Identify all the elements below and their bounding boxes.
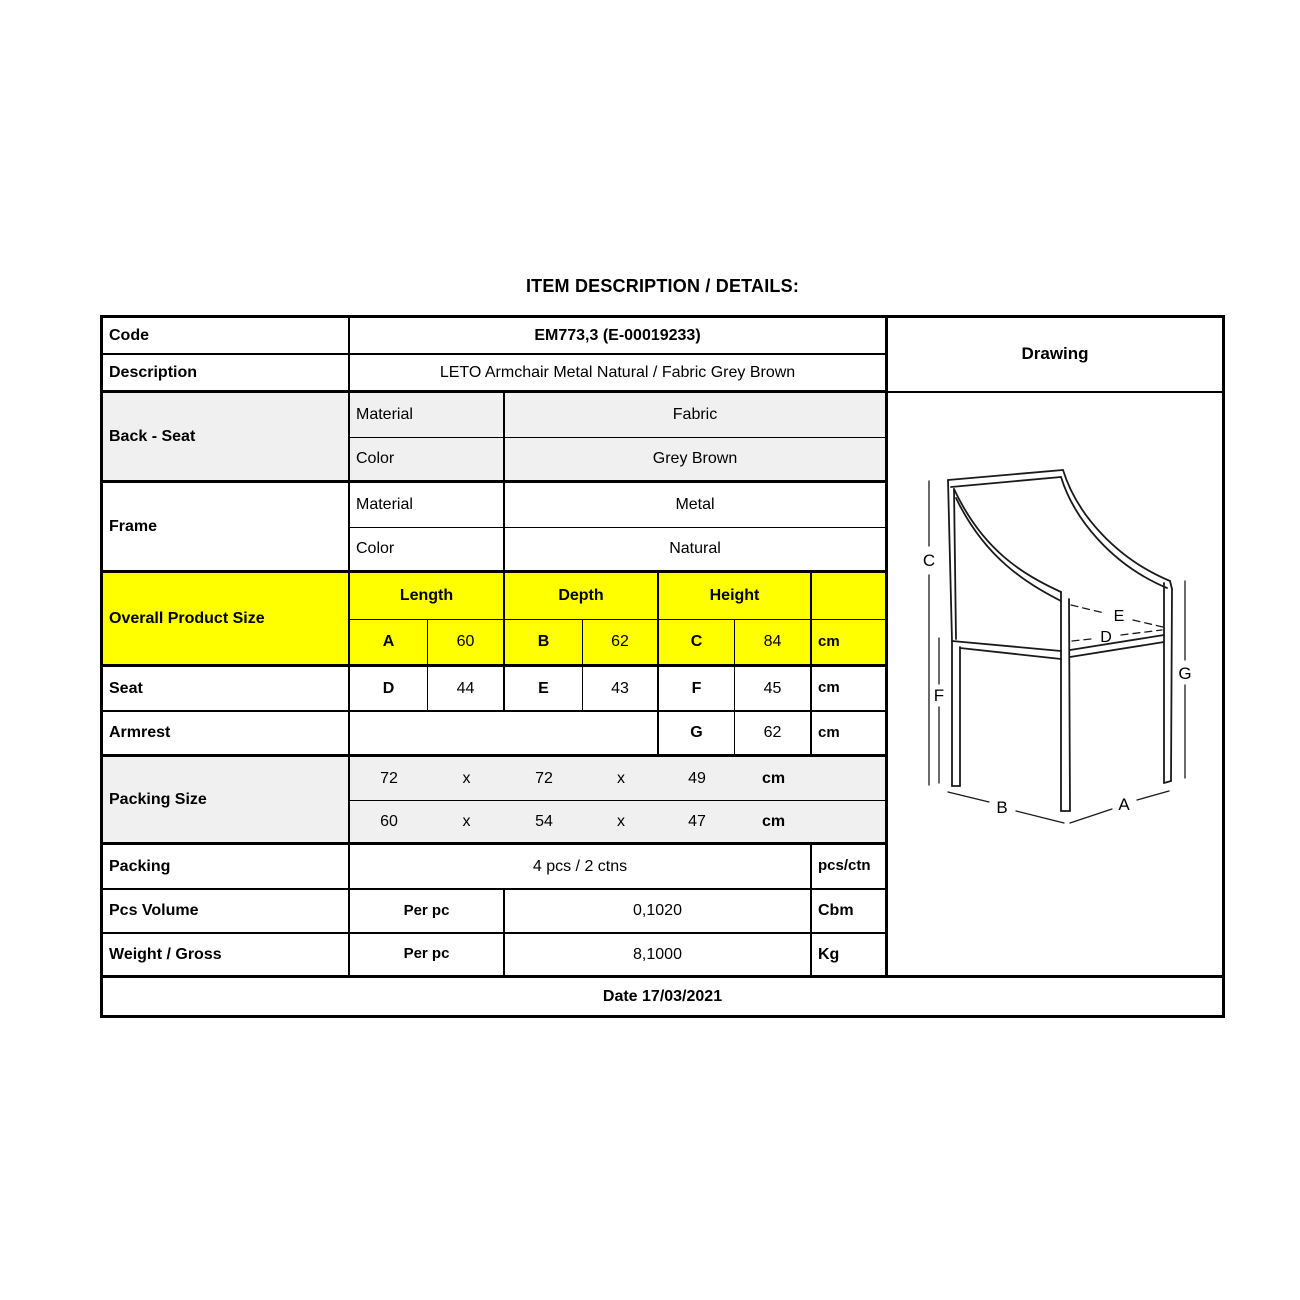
packing-size-r2-x1: x [462, 812, 471, 830]
overall-size-col-unit-blank [812, 573, 888, 620]
dim-label-d: D [1100, 629, 1112, 646]
seat-f-value: 45 [735, 667, 812, 712]
chair-drawing [888, 393, 1222, 975]
drawing-cell [888, 393, 1222, 978]
code-label: Code [103, 318, 350, 355]
packing-size-label: Packing Size [103, 757, 350, 845]
armrest-label: Armrest [103, 712, 350, 757]
back-seat-material-value: Fabric [505, 393, 888, 438]
seat-e-value: 43 [583, 667, 659, 712]
seat-d-label: D [350, 667, 428, 712]
packing-size-r2-dim3: 47 [688, 812, 706, 830]
frame-color-label: Color [350, 528, 505, 573]
back-seat-label: Back - Seat [103, 393, 350, 483]
dim-label-g: G [1178, 664, 1192, 683]
frame-material-label: Material [350, 483, 505, 528]
date-row: Date 17/03/2021 [602, 987, 723, 1005]
dim-label-a: A [1118, 795, 1130, 814]
frame-color-value: Natural [505, 528, 888, 573]
weight-gross-per: Per pc [350, 934, 505, 978]
packing-label: Packing [103, 845, 350, 890]
weight-gross-unit: Kg [812, 934, 888, 978]
dim-label-e: E [1113, 608, 1125, 625]
back-seat-color-value: Grey Brown [505, 438, 888, 483]
description-label: Description [103, 355, 350, 393]
weight-gross-value: 8,1000 [505, 934, 812, 978]
back-seat-color-label: Color [350, 438, 505, 483]
seat-label: Seat [103, 667, 350, 712]
overall-size-col-height: Height [659, 573, 812, 620]
overall-size-col-depth: Depth [505, 573, 659, 620]
packing-size-r1-x1: x [462, 769, 471, 787]
page-title: ITEM DESCRIPTION / DETAILS: [525, 276, 800, 296]
frame-material-value: Metal [505, 483, 888, 528]
drawing-header: Drawing [888, 318, 1222, 393]
back-seat-material-label: Material [350, 393, 505, 438]
seat-d-value: 44 [428, 667, 505, 712]
packing-size-r1-dim2: 72 [535, 769, 553, 787]
overall-size-c-value: 84 [735, 620, 812, 667]
overall-size-c-label: C [659, 620, 735, 667]
dim-label-c: C [922, 551, 936, 570]
packing-size-r2-dim2: 54 [535, 812, 553, 830]
overall-size-a-value: 60 [428, 620, 505, 667]
pcs-volume-unit: Cbm [812, 890, 888, 934]
packing-unit: pcs/ctn [812, 845, 888, 890]
description-value: LETO Armchair Metal Natural / Fabric Grey Brown [350, 355, 888, 393]
armrest-empty [350, 712, 659, 757]
packing-size-r1-dim3: 49 [688, 769, 706, 787]
dim-label-f: F [933, 686, 945, 705]
overall-size-a-label: A [350, 620, 428, 667]
overall-size-label: Overall Product Size [103, 573, 350, 667]
packing-size-row2 [350, 801, 888, 845]
overall-size-unit: cm [812, 620, 888, 667]
code-value: EM773,3 (E-00019233) [350, 318, 888, 355]
packing-size-r1-dim1: 72 [380, 769, 398, 787]
pcs-volume-per: Per pc [350, 890, 505, 934]
overall-size-b-label: B [505, 620, 583, 667]
packing-size-r1-unit: cm [761, 769, 786, 787]
pcs-volume-value: 0,1020 [505, 890, 812, 934]
armrest-g-label: G [659, 712, 735, 757]
packing-size-r2-x2: x [617, 812, 625, 830]
seat-f-label: F [659, 667, 735, 712]
weight-gross-label: Weight / Gross [103, 934, 350, 978]
packing-size-r1-x2: x [617, 769, 625, 787]
overall-size-col-length: Length [350, 573, 505, 620]
packing-size-r2-unit: cm [761, 812, 786, 830]
frame-label: Frame [103, 483, 350, 573]
seat-unit: cm [812, 667, 888, 712]
armrest-g-value: 62 [735, 712, 812, 757]
packing-size-row1 [350, 757, 888, 801]
overall-size-b-value: 62 [583, 620, 659, 667]
spec-table [100, 315, 1225, 1018]
seat-e-label: E [505, 667, 583, 712]
pcs-volume-label: Pcs Volume [103, 890, 350, 934]
dim-label-b: B [996, 798, 1008, 817]
packing-size-r2-dim1: 60 [380, 812, 398, 830]
armrest-unit: cm [812, 712, 888, 757]
packing-value: 4 pcs / 2 ctns [350, 845, 812, 890]
